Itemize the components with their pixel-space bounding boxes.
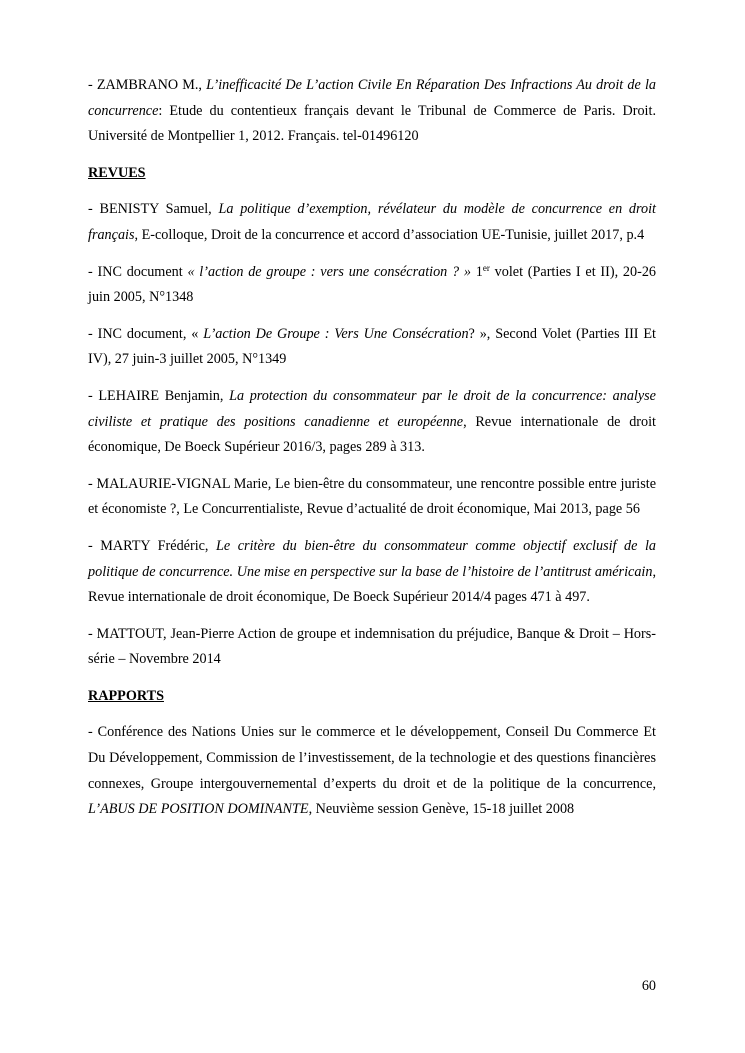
entry-title: La politique d’exemption, révélateur du modèle de concurrence en droit français: [88, 201, 657, 243]
section-heading-rapports: RAPPORTS: [88, 687, 164, 704]
entry-comma: ,: [267, 475, 272, 492]
bib-entry-cnuced: [88, 720, 656, 822]
entry-author: - LEHAIRE Benjamin,: [88, 387, 230, 404]
entry-details: , Revue internationale de droit économique, De Boeck Supérieur 2014/4 pages 471 à 497.: [88, 563, 656, 606]
bib-entry-marty: [88, 534, 656, 611]
bib-entry-malaurie-vignal: [88, 472, 656, 523]
entry-details: , Revue internationale de droit économique, De Boeck Supérieur 2016/3, pages 289 à 313.: [88, 413, 656, 456]
bib-entry-inc-document-2: [88, 322, 656, 373]
entry-title: « l’action de groupe : vers une consécration ? »: [187, 263, 471, 280]
bib-entry-zambrano: [88, 73, 656, 150]
entry-title: L’action De Groupe : Vers Une Consécration: [203, 325, 469, 342]
bib-entry-benisty: [88, 197, 656, 248]
entry-author: - INC document: [88, 263, 188, 280]
entry-number: 1: [471, 263, 483, 280]
bibliography-content: [88, 73, 656, 834]
entry-title: L’ABUS DE POSITION DOMINANTE: [88, 801, 309, 818]
bib-entry-inc-document-1: [88, 260, 656, 311]
page-number: 60: [641, 978, 656, 994]
entry-title: L’inefficacité De L’action Civile En Réparation Des Infractions Au droit de la concurrence: [88, 77, 657, 119]
entry-details: volet (Parties I et II), 20-26 juin 2005, N°1348: [88, 263, 657, 306]
entry-ordinal-suffix: er: [482, 262, 490, 273]
entry-author: - MALAURIE-VIGNAL Marie: [88, 475, 268, 492]
entry-details: : Etude du contentieux français devant le Tribunal de Commerce de Paris. Droit. Université de Montpellier 1, 2012. Français. tel-01496120: [88, 102, 656, 145]
entry-author: - BENISTY Samuel,: [88, 201, 219, 218]
entry-details: ? », Second Volet (Parties III Et IV), 27 juin-3 juillet 2005, N°1349: [88, 325, 656, 368]
entry-details: , E-colloque, Droit de la concurrence et accord d’association UE-Tunisie, juillet 2017, p.4: [134, 226, 645, 243]
bib-entry-lehaire: [88, 384, 656, 461]
entry-author: - Conférence des Nations Unies sur le commerce et le développement, Conseil Du Commerce Et Du Développement, Commission de l’investissement, de la technologie et des questions financières connexes, Groupe intergouvernemental d’experts du droit et de la politique de la concurrence,: [88, 724, 656, 792]
entry-title: Le critère du bien-être du consommateur comme objectif exclusif de la politique de concurrence. Une mise en perspective sur la base de l’histoire de l’antitrust américain: [88, 537, 656, 580]
entry-author: - ZAMBRANO M.,: [88, 77, 207, 93]
entry-title: La protection du consommateur par le droit de la concurrence: analyse civiliste et pratique des positions canadienne et européenne: [88, 387, 656, 430]
entry-author: - INC document, «: [88, 325, 204, 342]
entry-details: , Neuvième session Genève, 15-18 juillet 2008: [308, 801, 575, 818]
entry-author: - MARTY Frédéric,: [88, 537, 217, 554]
bib-entry-mattout: - MATTOUT, Jean-Pierre Action de groupe et indemnisation du préjudice, Banque & Droit – Hors-série – Novembre 2014: [88, 625, 656, 668]
section-heading-revues: REVUES: [88, 164, 146, 181]
entry-details: Le bien-être du consommateur, une rencontre possible entre juriste et économiste ?, Le Concurrentialiste, Revue d’actualité de droit économique, Mai 2013, page 56: [88, 475, 657, 518]
